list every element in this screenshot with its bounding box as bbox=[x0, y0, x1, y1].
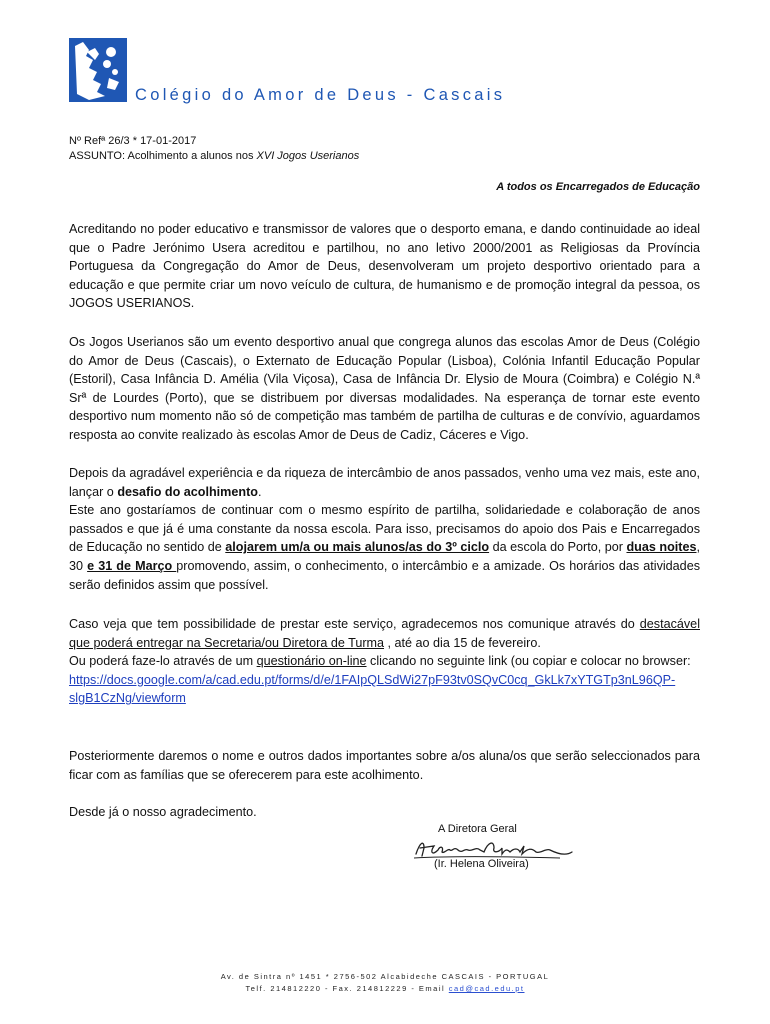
online-questionnaire-note: questionário on-line bbox=[256, 654, 367, 669]
nights-highlight: duas noites bbox=[626, 540, 697, 555]
host-request-highlight: alojarem um/a ou mais alunos/as do 3º ciclo bbox=[225, 540, 490, 555]
paragraph-response bbox=[69, 615, 700, 708]
subject-label: ASSUNTO: Acolhimento a alunos nos bbox=[69, 150, 257, 162]
date-highlight: e 31 de Março bbox=[87, 558, 177, 573]
detachable-form-note: destacável que poderá entregar na Secretaria/ou Diretora de Turma bbox=[69, 617, 700, 650]
response-form-text: Caso veja que tem possibilidade de prestar este serviço, agradecemos nos comunique através do destacável que poderá entregar na Secretaria/ou Diretora de Turma , até ao dia 15 de fevereiro. bbox=[69, 617, 700, 650]
response-online-text: Ou poderá faze-lo através de um questionário on-line clicando no seguinte link (ou copiar e colocar no browser: bbox=[69, 654, 691, 669]
challenge-intro: Depois da agradável experiência e da riqueza de intercâmbio de anos passados, venho uma vez mais, este ano, lançar o desafio do acolhimento. bbox=[69, 466, 700, 499]
paragraph-followup: Posteriormente daremos o nome e outros dados importantes sobre a/os aluna/os que serão seleccionados para ficar com as famílias que se oferecerem para este acolhimento. bbox=[69, 749, 700, 782]
school-name: Colégio do Amor de Deus - Cascais bbox=[135, 86, 506, 104]
subject-event: XVI Jogos Userianos bbox=[256, 150, 360, 162]
paragraph-hosting-challenge bbox=[69, 464, 700, 594]
paragraph-intro: Acreditando no poder educativo e transmissor de valores que o desporto emana, e dando continuidade ao ideal que o Padre Jerónimo Usera acreditou e partilhou, no ano letivo 2000/2001 as Religiosas da Província Portuguesa da Congregação do Amor de Deus, desenvolveram um projeto desportivo orientado para a educação e que permite criar um novo veículo de cultura, de humanismo e de promoção integral da pessoa, os JOGOS USERIANOS. bbox=[69, 222, 700, 311]
subject-line bbox=[69, 149, 700, 164]
challenge-highlight: desafio do acolhimento bbox=[117, 484, 258, 499]
paragraph-thanks: Desde já o nosso agradecimento. bbox=[69, 805, 257, 819]
challenge-details: Este ano gostaríamos de continuar com o mesmo espírito de partilha, solidariedade e colaboração de anos passados e que já é uma constante da nossa escola. Para isso, precisamos do apoio dos Pais e Encarregados de Educação no sentido de alojarem um/a ou mais alunos/as do 3º ciclo da escola do Porto, por duas noites, 30 e 31 de Março promovendo, assim, o conhecimento, o intercâmbio e a amizade. Os horários das atividades serão definidos assim que possível. bbox=[69, 503, 700, 592]
reference-block bbox=[69, 134, 700, 164]
school-logo bbox=[69, 38, 127, 102]
signatory-name: (Ir. Helena Oliveira) bbox=[434, 858, 529, 870]
signatory-title: A Diretora Geral bbox=[438, 823, 517, 835]
questionnaire-link[interactable]: https://docs.google.com/a/cad.edu.pt/forms/d/e/1FAIpQLSdWi27pF93tv0SQvC0cq_GkLk7xYTGTp3nL96QP-slgB1CzNg/viewform bbox=[69, 672, 676, 706]
footer-contacts: Telf. 214812220 - Fax. 214812229 - Email cad@cad.edu.pt bbox=[245, 984, 525, 993]
questionnaire-link-line bbox=[69, 671, 700, 708]
addressee: A todos os Encarregados de Educação bbox=[496, 181, 700, 193]
email-link[interactable]: cad@cad.edu.pt bbox=[448, 984, 525, 993]
footer-address: Av. de Sintra nº 1451 * 2756-502 Alcabideche CASCAIS - PORTUGAL bbox=[220, 972, 550, 981]
paragraph-event-description: Os Jogos Userianos são um evento desportivo anual que congrega alunos das escolas Amor de Deus (Colégio do Amor de Deus (Cascais), o Externato de Educação Popular (Lisboa), Colónia Infantil Educação Popular (Estoril), Casa Infância D. Amélia (Vila Viçosa), Casa de Infância Dr. Elysio de Moura (Coimbra) e Colégio N.ª Srª de Lourdes (Porto), que se distribuem por diversas modalidades. Na esperança de tornar este evento desportivo num momento não só de competição mas também de partilha de culturas e de convívio, aguardamos resposta ao convite realizado às escolas Amor de Deus de Cadiz, Cáceres e Vigo. bbox=[69, 335, 700, 442]
reference-line: Nº Refª 26/3 * 17-01-2017 bbox=[69, 135, 197, 147]
